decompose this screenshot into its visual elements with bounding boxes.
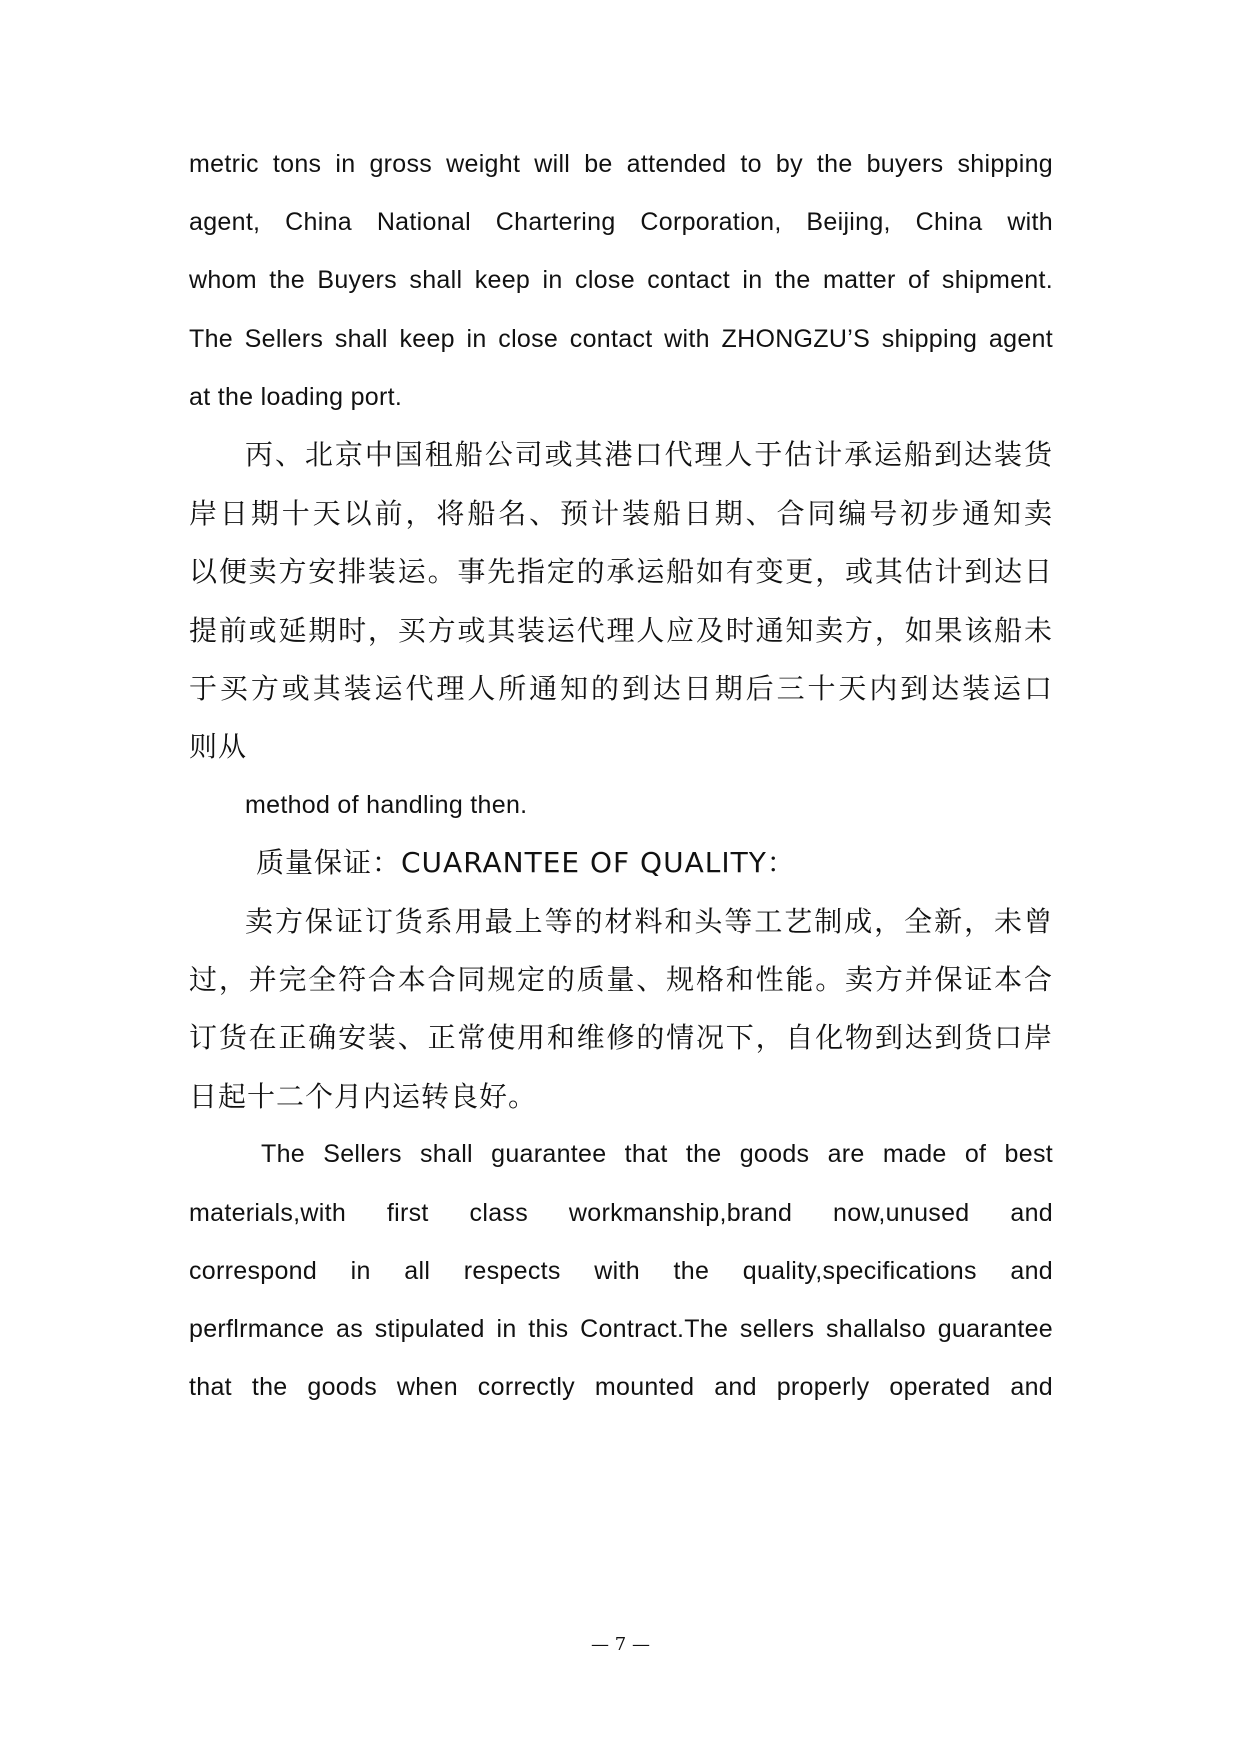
- paragraph-line: 卖方保证订货系用最上等的材料和头等工艺制成，全新，未曾: [245, 905, 1053, 938]
- paragraph-line: The Sellers shall keep in close contact with ZHONGZU’S shipping agent: [189, 325, 1053, 353]
- section-heading: 质量保证：CUARANTEE OF QUALITY：: [256, 846, 796, 879]
- paragraph-line: correspond in all respects with the quality,specifications and: [189, 1257, 1053, 1285]
- paragraph-line: agent, China National Chartering Corporation, Beijing, China with: [189, 208, 1053, 236]
- paragraph-line: method of handling then.: [245, 791, 528, 819]
- paragraph-line: 过，并完全符合本合同规定的质量、规格和性能。卖方并保证本合: [189, 963, 1053, 996]
- paragraph-line: 岸日期十天以前，将船名、预计装船日期、合同编号初步通知卖: [189, 497, 1053, 530]
- paragraph-line: 提前或延期时，买方或其装运代理人应及时通知卖方，如果该船未: [189, 614, 1053, 647]
- paragraph-line: perflrmance as stipulated in this Contract.The sellers shallalso guarantee: [189, 1315, 1053, 1343]
- paragraph-line: materials,with first class workmanship,brand now,unused and: [189, 1199, 1053, 1227]
- paragraph-line: 日起十二个月内运转良好。: [189, 1080, 538, 1113]
- paragraph-line: The Sellers shall guarantee that the goods are made of best: [261, 1140, 1053, 1168]
- paragraph-line: 丙、北京中国租船公司或其港口代理人于估计承运船到达装货: [245, 438, 1053, 471]
- page-number: — 7 —: [591, 1634, 650, 1655]
- paragraph-line: whom the Buyers shall keep in close contact in the matter of shipment.: [189, 266, 1053, 294]
- paragraph-line: at the loading port.: [189, 383, 403, 411]
- paragraph-line: metric tons in gross weight will be attended to by the buyers shipping: [189, 150, 1053, 178]
- paragraph-line: 于买方或其装运代理人所通知的到达日期后三十天内到达装运口: [189, 672, 1053, 705]
- paragraph-line: 以便卖方安排装运。事先指定的承运船如有变更，或其估计到达日: [189, 555, 1053, 588]
- paragraph-line: 订货在正确安装、正常使用和维修的情况下，自化物到达到货口岸: [189, 1021, 1053, 1054]
- paragraph-line: 则从: [189, 730, 248, 763]
- paragraph-line: that the goods when correctly mounted and properly operated and: [189, 1373, 1053, 1401]
